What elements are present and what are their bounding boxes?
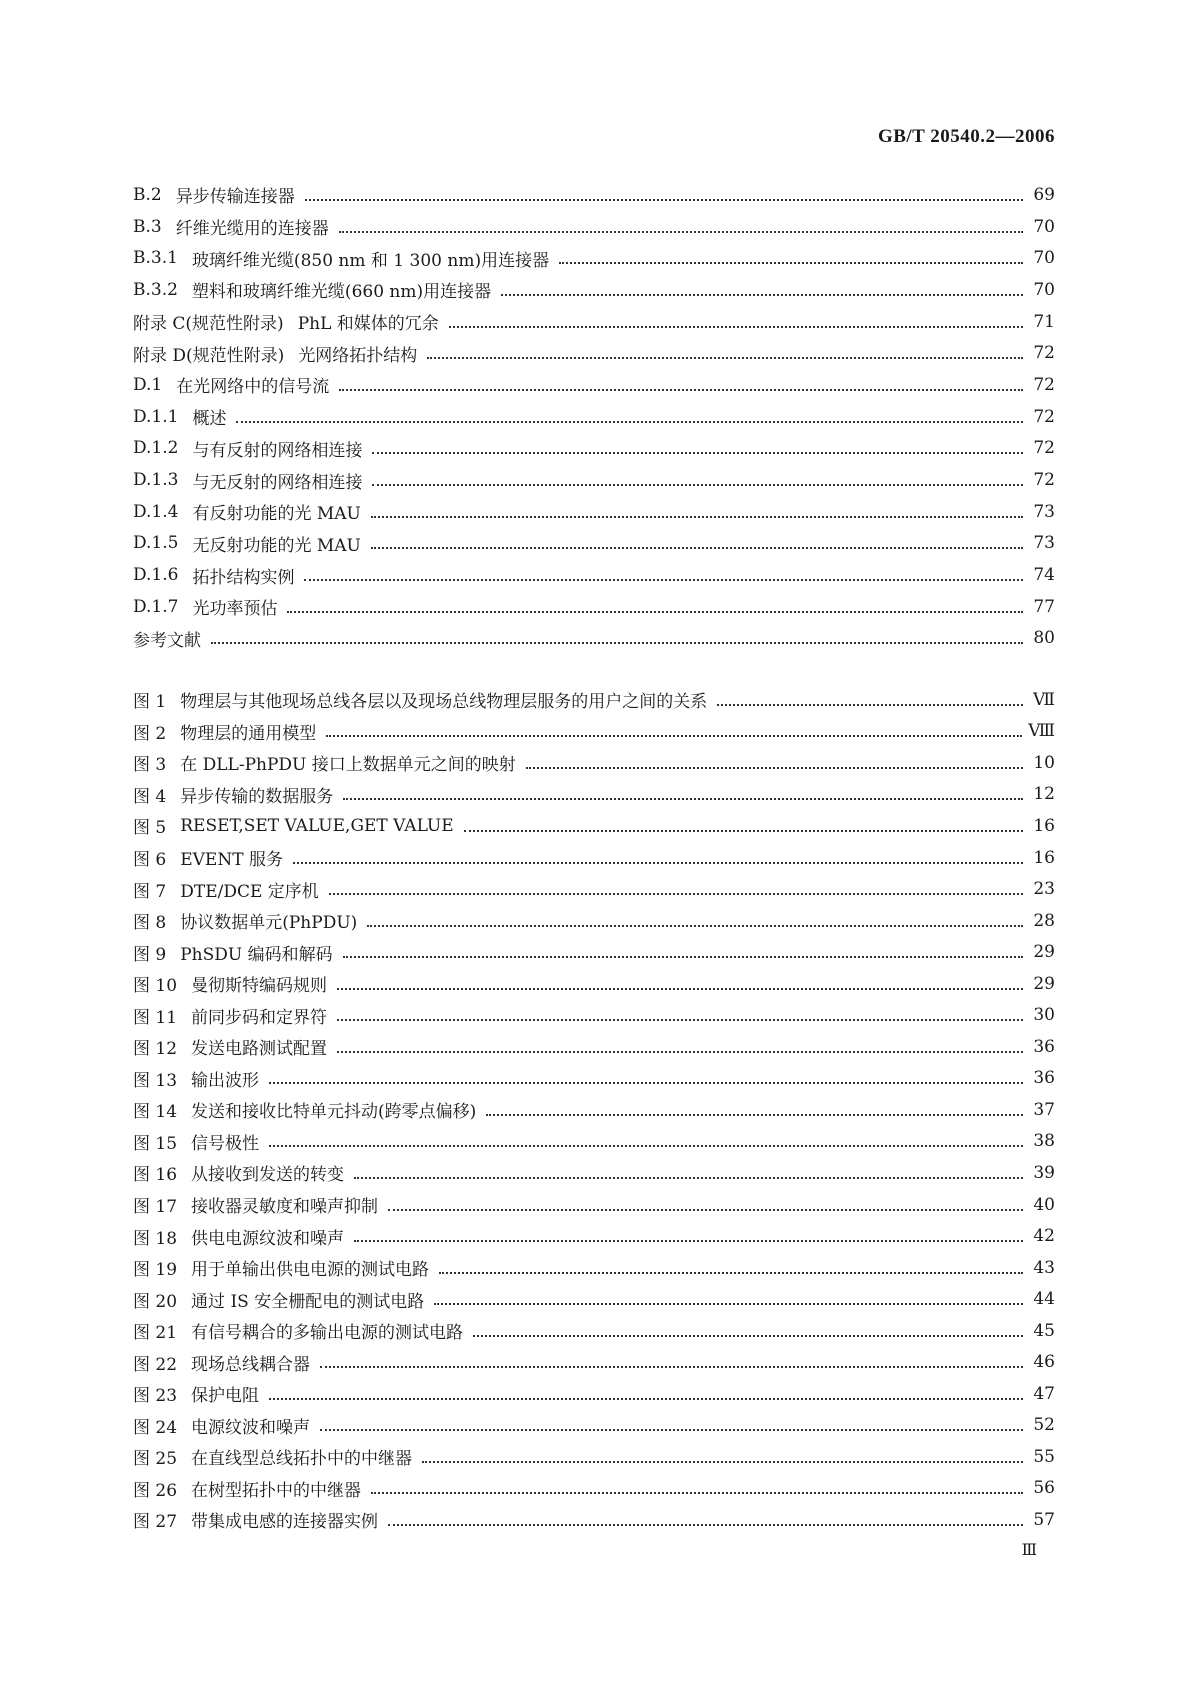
figure-entry[interactable]: [133, 1283, 1055, 1315]
figure-page: 16: [1033, 847, 1055, 868]
entry-title: 玻璃纤维光缆(850 nm 和 1 300 nm)用连接器: [191, 250, 550, 271]
figure-page: 47: [1033, 1383, 1055, 1404]
leader-dots: [422, 1461, 1023, 1463]
figure-number: 图 14: [133, 1102, 178, 1123]
leader-dots: [337, 1019, 1023, 1021]
figure-page: 43: [1033, 1257, 1055, 1278]
figure-entry[interactable]: [133, 684, 1055, 716]
figure-number: 图 18: [133, 1228, 178, 1249]
leader-dots: [439, 1272, 1023, 1274]
figure-title: 在直线型总线拓扑中的中继器: [191, 1449, 413, 1470]
figure-page: 29: [1033, 973, 1055, 994]
figure-title: 前同步码和定界符: [191, 1007, 328, 1028]
figure-entry[interactable]: [133, 747, 1055, 779]
figure-entry[interactable]: [133, 1094, 1055, 1126]
entry-title: 异步传输连接器: [175, 187, 295, 208]
standard-number: GB/T 20540.2—2006: [877, 126, 1055, 147]
leader-dots: [211, 642, 1023, 644]
leader-dots: [464, 830, 1023, 832]
figure-title: 从接收到发送的转变: [191, 1165, 345, 1186]
figure-entry[interactable]: [133, 1473, 1055, 1505]
entry-title: 有反射功能的光 MAU: [192, 504, 361, 525]
figure-page: 46: [1033, 1352, 1055, 1373]
figure-title: 物理层的通用模型: [180, 723, 317, 744]
leader-dots: [354, 1177, 1023, 1179]
figure-number: 图 27: [133, 1512, 178, 1533]
figure-title: 用于单输出供电电源的测试电路: [191, 1260, 430, 1281]
figure-entry[interactable]: [133, 842, 1055, 874]
figure-title: 异步传输的数据服务: [180, 786, 334, 807]
figure-entry[interactable]: [133, 1410, 1055, 1442]
leader-dots: [367, 925, 1023, 927]
leader-dots: [343, 798, 1023, 800]
entry-number: B.2: [133, 184, 162, 205]
figure-entry[interactable]: [133, 873, 1055, 905]
leader-dots: [501, 294, 1023, 296]
leader-dots: [372, 452, 1023, 454]
entry-title: 塑料和玻璃纤维光缆(660 nm)用连接器: [191, 282, 492, 303]
figure-title: 供电电源纹波和噪声: [191, 1228, 345, 1249]
entry-number: 附录 D(规范性附录): [133, 345, 285, 366]
entry-title: 在光网络中的信号流: [176, 377, 330, 398]
leader-dots: [269, 1145, 1023, 1147]
toc-entry[interactable]: [133, 242, 1055, 274]
toc-entry[interactable]: [133, 623, 1055, 655]
figure-title: 输出波形: [191, 1070, 260, 1091]
figure-number: 图 25: [133, 1449, 178, 1470]
figure-page: 36: [1033, 1036, 1055, 1057]
leader-dots: [339, 231, 1023, 233]
leader-dots: [371, 547, 1023, 549]
figure-page: 57: [1033, 1509, 1055, 1530]
entry-number: D.1.2: [133, 438, 179, 459]
figure-page: 38: [1033, 1131, 1055, 1152]
figure-page: 45: [1033, 1320, 1055, 1341]
leader-dots: [388, 1524, 1023, 1526]
toc-entry[interactable]: [133, 433, 1055, 465]
figure-entry[interactable]: [133, 936, 1055, 968]
figure-title: 在树型拓扑中的中继器: [191, 1480, 362, 1501]
figure-number: 图 24: [133, 1417, 178, 1438]
figure-number: 图 16: [133, 1165, 178, 1186]
entry-title: 概述: [192, 409, 227, 430]
figure-title: 发送和接收比特单元抖动(跨零点偏移): [191, 1102, 477, 1123]
leader-dots: [372, 484, 1023, 486]
entry-title: 与有反射的网络相连接: [192, 440, 363, 461]
entry-page: 73: [1033, 501, 1055, 522]
figure-page: 42: [1033, 1226, 1055, 1247]
figure-title: 在 DLL-PhPDU 接口上数据单元之间的映射: [180, 755, 516, 776]
entry-page: 70: [1033, 248, 1055, 269]
leader-dots: [337, 988, 1023, 990]
leader-dots: [371, 516, 1023, 518]
toc-figures: [133, 684, 1055, 1536]
leader-dots: [354, 1240, 1023, 1242]
entry-page: 72: [1033, 343, 1055, 364]
figure-number: 图 1: [133, 692, 167, 713]
figure-entry[interactable]: [133, 1031, 1055, 1063]
figure-page: 55: [1033, 1446, 1055, 1467]
entry-page: 73: [1033, 533, 1055, 554]
entry-title: 纤维光缆用的连接器: [175, 219, 329, 240]
toc-entry[interactable]: [133, 179, 1055, 211]
leader-dots: [337, 1051, 1023, 1053]
entry-title: 无反射功能的光 MAU: [192, 535, 361, 556]
figure-number: 图 10: [133, 976, 178, 997]
figure-number: 图 7: [133, 881, 167, 902]
toc-entry[interactable]: [133, 464, 1055, 496]
figure-page: 16: [1033, 815, 1055, 836]
figure-entry[interactable]: [133, 1126, 1055, 1158]
figure-title: DTE/DCE 定序机: [180, 881, 319, 902]
figure-number: 图 8: [133, 913, 167, 934]
figure-number: 图 3: [133, 755, 167, 776]
leader-dots: [269, 1398, 1023, 1400]
figure-title: 带集成电感的连接器实例: [191, 1512, 379, 1533]
page-number: Ⅲ: [1021, 1540, 1037, 1559]
figure-title: 电源纹波和噪声: [191, 1417, 311, 1438]
entry-number: D.1.5: [133, 533, 179, 554]
figure-title: 协议数据单元(PhPDU): [180, 913, 358, 934]
figure-entry[interactable]: [133, 1378, 1055, 1410]
figure-number: 图 4: [133, 786, 167, 807]
figure-page: 37: [1033, 1099, 1055, 1120]
toc-entry[interactable]: [133, 528, 1055, 560]
entry-number: B.3.2: [133, 279, 178, 300]
entry-page: 72: [1033, 470, 1055, 491]
entry-number: 参考文献: [133, 630, 201, 651]
leader-dots: [339, 389, 1023, 391]
entry-number: D.1.3: [133, 470, 179, 491]
entry-page: 72: [1033, 438, 1055, 459]
leader-dots: [526, 767, 1023, 769]
leader-dots: [427, 357, 1023, 359]
leader-dots: [343, 956, 1023, 958]
figure-title: 信号极性: [191, 1133, 260, 1154]
entry-title: 拓扑结构实例: [192, 567, 295, 588]
entry-page: 72: [1033, 406, 1055, 427]
figure-page: 29: [1033, 942, 1055, 963]
figure-page: 36: [1033, 1068, 1055, 1089]
entry-number: D.1: [133, 374, 163, 395]
leader-dots: [449, 326, 1023, 328]
figure-page: 28: [1033, 910, 1055, 931]
leader-dots: [559, 262, 1023, 264]
figure-page: 40: [1033, 1194, 1055, 1215]
figure-number: 图 20: [133, 1291, 178, 1312]
figure-page: 12: [1033, 784, 1055, 805]
figure-number: 图 19: [133, 1260, 178, 1281]
figure-page: Ⅷ: [1028, 721, 1055, 742]
entry-title: 光功率预估: [192, 599, 278, 620]
figure-entry[interactable]: [133, 1063, 1055, 1095]
entry-page: 70: [1033, 279, 1055, 300]
entry-number: D.1.1: [133, 406, 179, 427]
figure-number: 图 11: [133, 1007, 178, 1028]
entry-page: 77: [1033, 596, 1055, 617]
figure-page: 56: [1033, 1478, 1055, 1499]
figure-entry[interactable]: [133, 716, 1055, 748]
figure-entry[interactable]: [133, 810, 1055, 842]
figure-title: RESET,SET VALUE,GET VALUE: [180, 815, 454, 836]
toc-entry[interactable]: [133, 306, 1055, 338]
leader-dots: [326, 735, 1022, 737]
leader-dots: [293, 862, 1023, 864]
toc-sections: [133, 179, 1055, 654]
figure-title: 通过 IS 安全栅配电的测试电路: [191, 1291, 425, 1312]
leader-dots: [287, 611, 1023, 613]
figure-entry[interactable]: [133, 999, 1055, 1031]
figure-number: 图 26: [133, 1480, 178, 1501]
figure-title: 接收器灵敏度和噪声抑制: [191, 1197, 379, 1218]
toc-entry[interactable]: [133, 559, 1055, 591]
figure-page: 44: [1033, 1289, 1055, 1310]
figure-number: 图 5: [133, 818, 167, 839]
figure-title: 现场总线耦合器: [191, 1354, 311, 1375]
leader-dots: [320, 1366, 1023, 1368]
entry-number: B.3.1: [133, 248, 178, 269]
leader-dots: [329, 893, 1023, 895]
leader-dots: [236, 421, 1023, 423]
figure-number: 图 23: [133, 1386, 178, 1407]
entry-title: 光网络拓扑结构: [298, 345, 418, 366]
leader-dots: [388, 1209, 1023, 1211]
figure-entry[interactable]: [133, 1315, 1055, 1347]
figure-number: 图 2: [133, 723, 167, 744]
figure-title: PhSDU 编码和解码: [180, 944, 333, 965]
figure-title: 发送电路测试配置: [191, 1039, 328, 1060]
entry-title: 与无反射的网络相连接: [192, 472, 363, 493]
leader-dots: [371, 1492, 1023, 1494]
figure-number: 图 22: [133, 1354, 178, 1375]
toc-entry[interactable]: [133, 401, 1055, 433]
entry-page: 74: [1033, 565, 1055, 586]
figure-page: 23: [1033, 879, 1055, 900]
entry-page: 72: [1033, 374, 1055, 395]
toc-entry[interactable]: [133, 591, 1055, 623]
entry-number: D.1.6: [133, 565, 179, 586]
toc-entry[interactable]: [133, 369, 1055, 401]
leader-dots: [305, 199, 1023, 201]
entry-number: D.1.7: [133, 596, 179, 617]
leader-dots: [473, 1335, 1023, 1337]
toc-entry[interactable]: [133, 337, 1055, 369]
figure-page: 10: [1033, 752, 1055, 773]
figure-page: Ⅶ: [1033, 689, 1055, 710]
figure-page: 52: [1033, 1415, 1055, 1436]
figure-title: 物理层与其他现场总线各层以及现场总线物理层服务的用户之间的关系: [180, 692, 708, 713]
figure-page: 30: [1033, 1005, 1055, 1026]
entry-number: 附录 C(规范性附录): [133, 314, 284, 335]
figure-page: 39: [1033, 1162, 1055, 1183]
leader-dots: [304, 579, 1023, 581]
figure-title: 保护电阻: [191, 1386, 260, 1407]
entry-page: 70: [1033, 216, 1055, 237]
leader-dots: [486, 1114, 1023, 1116]
entry-number: D.1.4: [133, 501, 179, 522]
figure-number: 图 9: [133, 944, 167, 965]
figure-number: 图 6: [133, 850, 167, 870]
figure-entry[interactable]: [133, 968, 1055, 1000]
leader-dots: [269, 1082, 1023, 1084]
figure-title: EVENT 服务: [180, 850, 283, 870]
figure-entry[interactable]: [133, 1189, 1055, 1221]
figure-entry[interactable]: [133, 1346, 1055, 1378]
figure-entry[interactable]: [133, 1220, 1055, 1252]
entry-title: PhL 和媒体的冗余: [297, 314, 439, 335]
figure-title: 有信号耦合的多输出电源的测试电路: [191, 1323, 464, 1344]
entry-number: B.3: [133, 216, 162, 237]
figure-entry[interactable]: [133, 905, 1055, 937]
figure-entry[interactable]: [133, 779, 1055, 811]
toc-entry[interactable]: [133, 274, 1055, 306]
figure-entry[interactable]: [133, 1252, 1055, 1284]
entry-page: 80: [1033, 628, 1055, 649]
leader-dots: [320, 1429, 1023, 1431]
leader-dots: [434, 1303, 1023, 1305]
figure-number: 图 13: [133, 1070, 178, 1091]
figure-number: 图 12: [133, 1039, 178, 1060]
figure-entry[interactable]: [133, 1441, 1055, 1473]
leader-dots: [717, 704, 1023, 706]
figure-number: 图 21: [133, 1323, 178, 1344]
figure-entry[interactable]: [133, 1157, 1055, 1189]
toc-entry[interactable]: [133, 496, 1055, 528]
figure-title: 曼彻斯特编码规则: [191, 976, 328, 997]
figure-number: 图 17: [133, 1197, 178, 1218]
toc-entry[interactable]: [133, 211, 1055, 243]
entry-page: 71: [1033, 311, 1055, 332]
figure-entry[interactable]: [133, 1504, 1055, 1536]
entry-page: 69: [1033, 184, 1055, 205]
figure-number: 图 15: [133, 1133, 178, 1154]
